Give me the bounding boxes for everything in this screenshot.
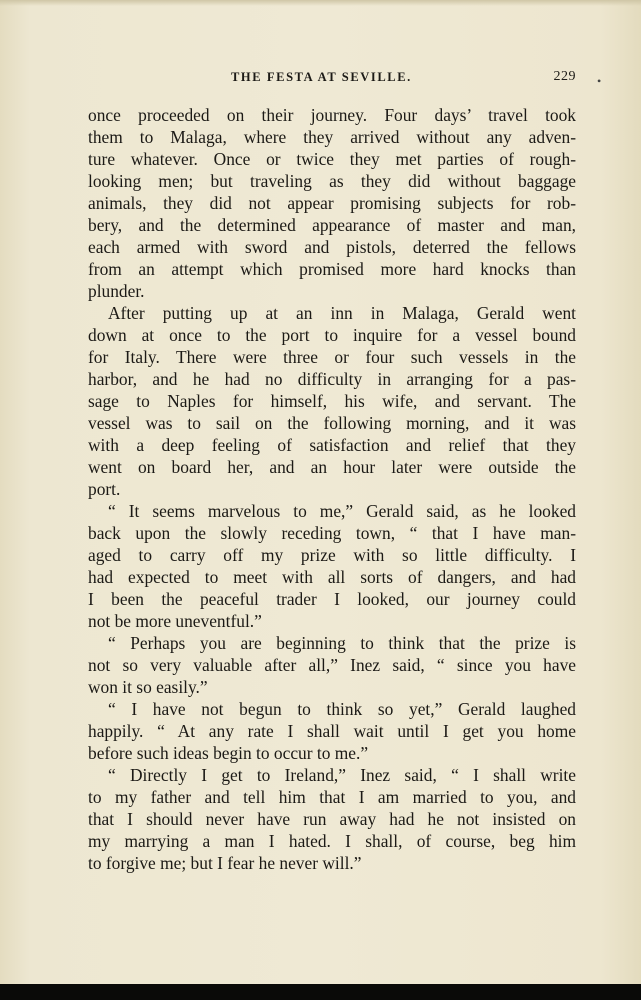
text-line: to my father and tell him that I am married to you, and	[88, 787, 576, 807]
text-line: plunder.	[88, 281, 145, 301]
text-line: animals, they did not appear promising subjects for rob-	[88, 193, 576, 213]
text-line: “ I have not begun to think so yet,” Gerald laughed	[108, 699, 576, 719]
text-line: down at once to the port to inquire for a vessel bound	[88, 325, 576, 345]
text-line: looking men; but traveling as they did without baggage	[88, 171, 576, 191]
text-line: happily. “ At any rate I shall wait until I get you home	[88, 721, 576, 741]
text-line: each armed with sword and pistols, deterred the fellows	[88, 237, 576, 257]
text-line: back upon the slowly receding town, “ that I have man-	[88, 523, 576, 543]
text-line: that I should never have run away had he not insisted on	[88, 809, 576, 829]
page-top-edge	[0, 0, 641, 6]
scan-bottom-edge	[0, 984, 641, 1000]
text-line: my marrying a man I hated. I shall, of course, beg him	[88, 831, 576, 851]
text-line: bery, and the determined appearance of master and man,	[88, 215, 576, 235]
text-line: had expected to meet with all sorts of dangers, and had	[88, 567, 576, 587]
text-line: I been the peaceful trader I looked, our journey could	[88, 589, 576, 609]
text-line: aged to carry off my prize with so little difficulty. I	[88, 545, 576, 565]
text-line: harbor, and he had no difficulty in arranging for a pas-	[88, 369, 576, 389]
text-line: “ Directly I get to Ireland,” Inez said, “ I shall write	[108, 765, 576, 785]
text-line: vessel was to sail on the following morning, and it was	[88, 413, 576, 433]
text-line: not be more uneventful.”	[88, 611, 262, 631]
text-line: went on board her, and an hour later were outside the	[88, 457, 576, 477]
text-line: port.	[88, 479, 121, 499]
text-line: not so very valuable after all,” Inez said, “ since you have	[88, 655, 576, 675]
running-head	[88, 70, 576, 90]
text-line: “ It seems marvelous to me,” Gerald said, as he looked	[108, 501, 576, 521]
body-text	[88, 104, 576, 874]
text-line: to forgive me; but I fear he never will.”	[88, 853, 362, 873]
text-line: them to Malaga, where they arrived without any adven-	[88, 127, 576, 147]
text-line: After putting up at an inn in Malaga, Gerald went	[108, 303, 576, 323]
text-line: once proceeded on their journey. Four days’ travel took	[88, 105, 576, 125]
text-line: with a deep feeling of satisfaction and relief that they	[88, 435, 576, 455]
text-line: for Italy. There were three or four such vessels in the	[88, 347, 576, 367]
margin-mark: •	[597, 74, 602, 88]
text-line: from an attempt which promised more hard knocks than	[88, 259, 576, 279]
text-line: before such ideas begin to occur to me.”	[88, 743, 369, 763]
page-number: 229	[553, 69, 576, 84]
text-line: sage to Naples for himself, his wife, and servant. The	[88, 391, 576, 411]
text-line: “ Perhaps you are beginning to think that the prize is	[108, 633, 576, 653]
text-line: ture whatever. Once or twice they met parties of rough-	[88, 149, 576, 169]
running-title: THE FESTA AT SEVILLE.	[231, 70, 412, 84]
text-line: won it so easily.”	[88, 677, 208, 697]
